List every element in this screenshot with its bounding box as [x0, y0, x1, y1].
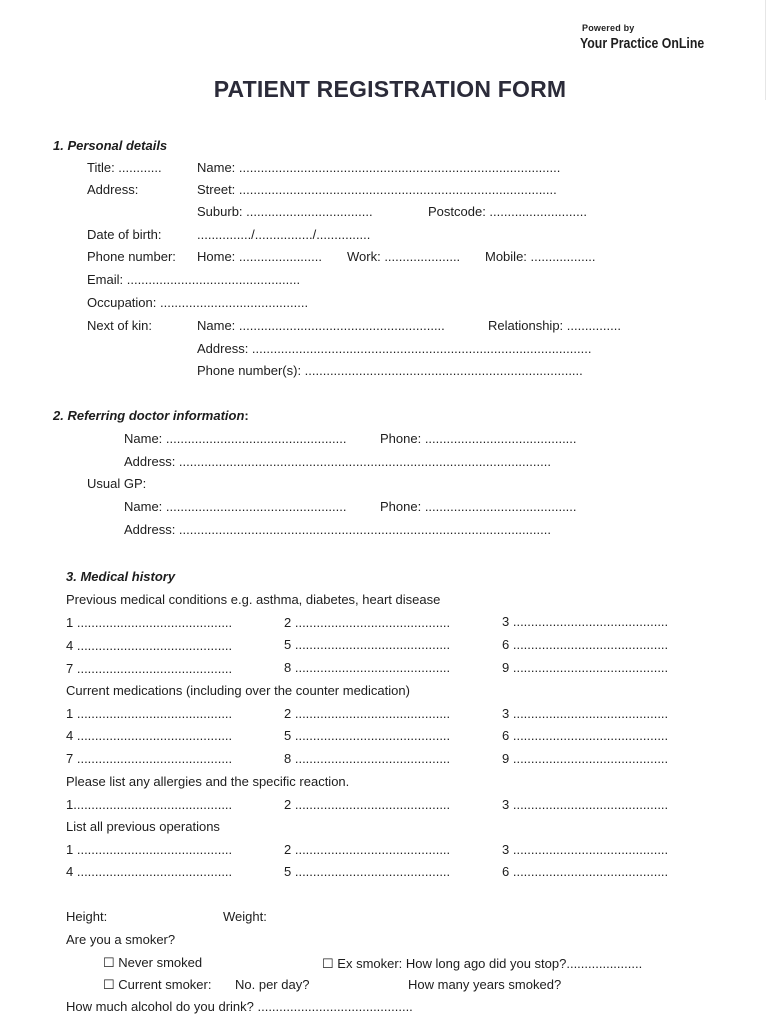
condition-line[interactable]: 4 ...........................................	[66, 638, 233, 653]
height-label[interactable]: Height:	[66, 909, 108, 924]
years-smoked-label[interactable]: How many years smoked?	[408, 977, 562, 992]
referring-name-field[interactable]: Name: ..................................................	[124, 431, 347, 446]
operation-line[interactable]: 1 ...........................................	[66, 842, 233, 857]
operation-line[interactable]: 6 ...........................................	[502, 864, 669, 879]
form-title: PATIENT REGISTRATION FORM	[213, 76, 567, 102]
checkbox-icon[interactable]: ☐	[322, 956, 334, 971]
operations-label: List all previous operations	[66, 819, 220, 834]
brand-logo-text: Your Practice OnLine	[580, 35, 705, 52]
condition-line[interactable]: 5 ...........................................	[284, 637, 451, 652]
occupation-field[interactable]: Occupation: .........................................	[87, 295, 309, 310]
medication-line[interactable]: 5 ...........................................	[284, 728, 451, 743]
referring-heading-row	[53, 408, 249, 424]
phone-label: Phone number:	[87, 249, 176, 264]
phone-mobile-field[interactable]: Mobile: ..................	[485, 249, 596, 264]
ex-smoker-label: Ex smoker: How long ago did you stop?.....................	[337, 956, 643, 971]
condition-line[interactable]: 2 ...........................................	[284, 615, 451, 630]
condition-line[interactable]: 7 ...........................................	[66, 661, 233, 676]
condition-line[interactable]: 6 ...........................................	[502, 637, 669, 652]
smoker-question: Are you a smoker?	[66, 932, 176, 947]
medications-label: Current medications (including over the counter medication)	[66, 683, 410, 698]
operation-line[interactable]: 3 ...........................................	[502, 842, 669, 857]
condition-line[interactable]: 3 ...........................................	[502, 614, 669, 629]
powered-by-text: Powered by	[582, 23, 635, 33]
checkbox-icon[interactable]: ☐	[103, 977, 115, 992]
dob-label: Date of birth:	[87, 227, 162, 242]
kin-address-field[interactable]: Address: ..............................................................................................	[197, 341, 592, 356]
medication-line[interactable]: 8 ...........................................	[284, 751, 451, 766]
condition-line[interactable]: 1 ...........................................	[66, 615, 233, 630]
dob-field[interactable]: .............../................/...............	[197, 227, 371, 242]
operation-line[interactable]: 2 ...........................................	[284, 842, 451, 857]
medication-line[interactable]: 2 ...........................................	[284, 706, 451, 721]
next-of-kin-label: Next of kin:	[87, 318, 153, 333]
personal-details-heading: 1. Personal details	[53, 138, 168, 153]
medication-line[interactable]: 6 ...........................................	[502, 728, 669, 743]
conditions-label: Previous medical conditions e.g. asthma, diabetes, heart disease	[66, 592, 441, 607]
operation-line[interactable]: 5 ...........................................	[284, 864, 451, 879]
referring-address-field[interactable]: Address: .......................................................................................................	[124, 454, 551, 469]
gp-phone-field[interactable]: Phone: ..........................................	[380, 499, 577, 514]
title-field[interactable]: Title: ............	[87, 160, 162, 175]
suburb-field[interactable]: Suburb: ...................................	[197, 204, 373, 219]
medical-history-heading: 3. Medical history	[66, 569, 176, 584]
medication-line[interactable]: 9 ...........................................	[502, 751, 669, 766]
per-day-label[interactable]: No. per day?	[235, 977, 310, 992]
operation-line[interactable]: 4 ...........................................	[66, 864, 233, 879]
referring-doctor-heading: 2. Referring doctor information	[53, 408, 245, 423]
condition-line[interactable]: 8 ...........................................	[284, 660, 451, 675]
weight-label[interactable]: Weight:	[223, 909, 267, 924]
medication-line[interactable]: 1 ...........................................	[66, 706, 233, 721]
allergy-line[interactable]: 2 ...........................................	[284, 797, 451, 812]
medication-line[interactable]: 7 ...........................................	[66, 751, 233, 766]
phone-work-field[interactable]: Work: .....................	[347, 249, 461, 264]
never-smoked-label: Never smoked	[118, 955, 203, 970]
email-field[interactable]: Email: ................................................	[87, 272, 301, 287]
medication-line[interactable]: 4 ...........................................	[66, 728, 233, 743]
usual-gp-label: Usual GP:	[87, 476, 147, 491]
address-label: Address:	[87, 182, 139, 197]
gp-name-field[interactable]: Name: ..................................................	[124, 499, 347, 514]
referring-phone-field[interactable]: Phone: ..........................................	[380, 431, 577, 446]
current-smoker-option[interactable]	[103, 977, 211, 993]
alcohol-field[interactable]: How much alcohol do you drink? ...........................................	[66, 999, 413, 1014]
kin-name-field[interactable]: Name: .........................................................	[197, 318, 445, 333]
never-smoked-option[interactable]	[103, 955, 202, 971]
ex-smoker-option[interactable]	[322, 956, 642, 972]
kin-relationship-field[interactable]: Relationship: ...............	[488, 318, 621, 333]
allergies-label: Please list any allergies and the specific reaction.	[66, 774, 350, 789]
kin-phone-field[interactable]: Phone number(s): .............................................................................	[197, 363, 583, 378]
current-smoker-label: Current smoker:	[118, 977, 212, 992]
street-field[interactable]: Street: ........................................................................................	[197, 182, 557, 197]
allergy-line[interactable]: 1............................................	[66, 797, 233, 812]
name-field[interactable]: Name: .........................................................................................	[197, 160, 561, 175]
postcode-field[interactable]: Postcode: ...........................	[428, 204, 587, 219]
gp-address-field[interactable]: Address: .......................................................................................................	[124, 522, 551, 537]
allergy-line[interactable]: 3 ...........................................	[502, 797, 669, 812]
phone-home-field[interactable]: Home: .......................	[197, 249, 322, 264]
referring-heading-colon: :	[244, 408, 249, 423]
medication-line[interactable]: 3 ...........................................	[502, 706, 669, 721]
condition-line[interactable]: 9 ...........................................	[502, 660, 669, 675]
checkbox-icon[interactable]: ☐	[103, 955, 115, 970]
